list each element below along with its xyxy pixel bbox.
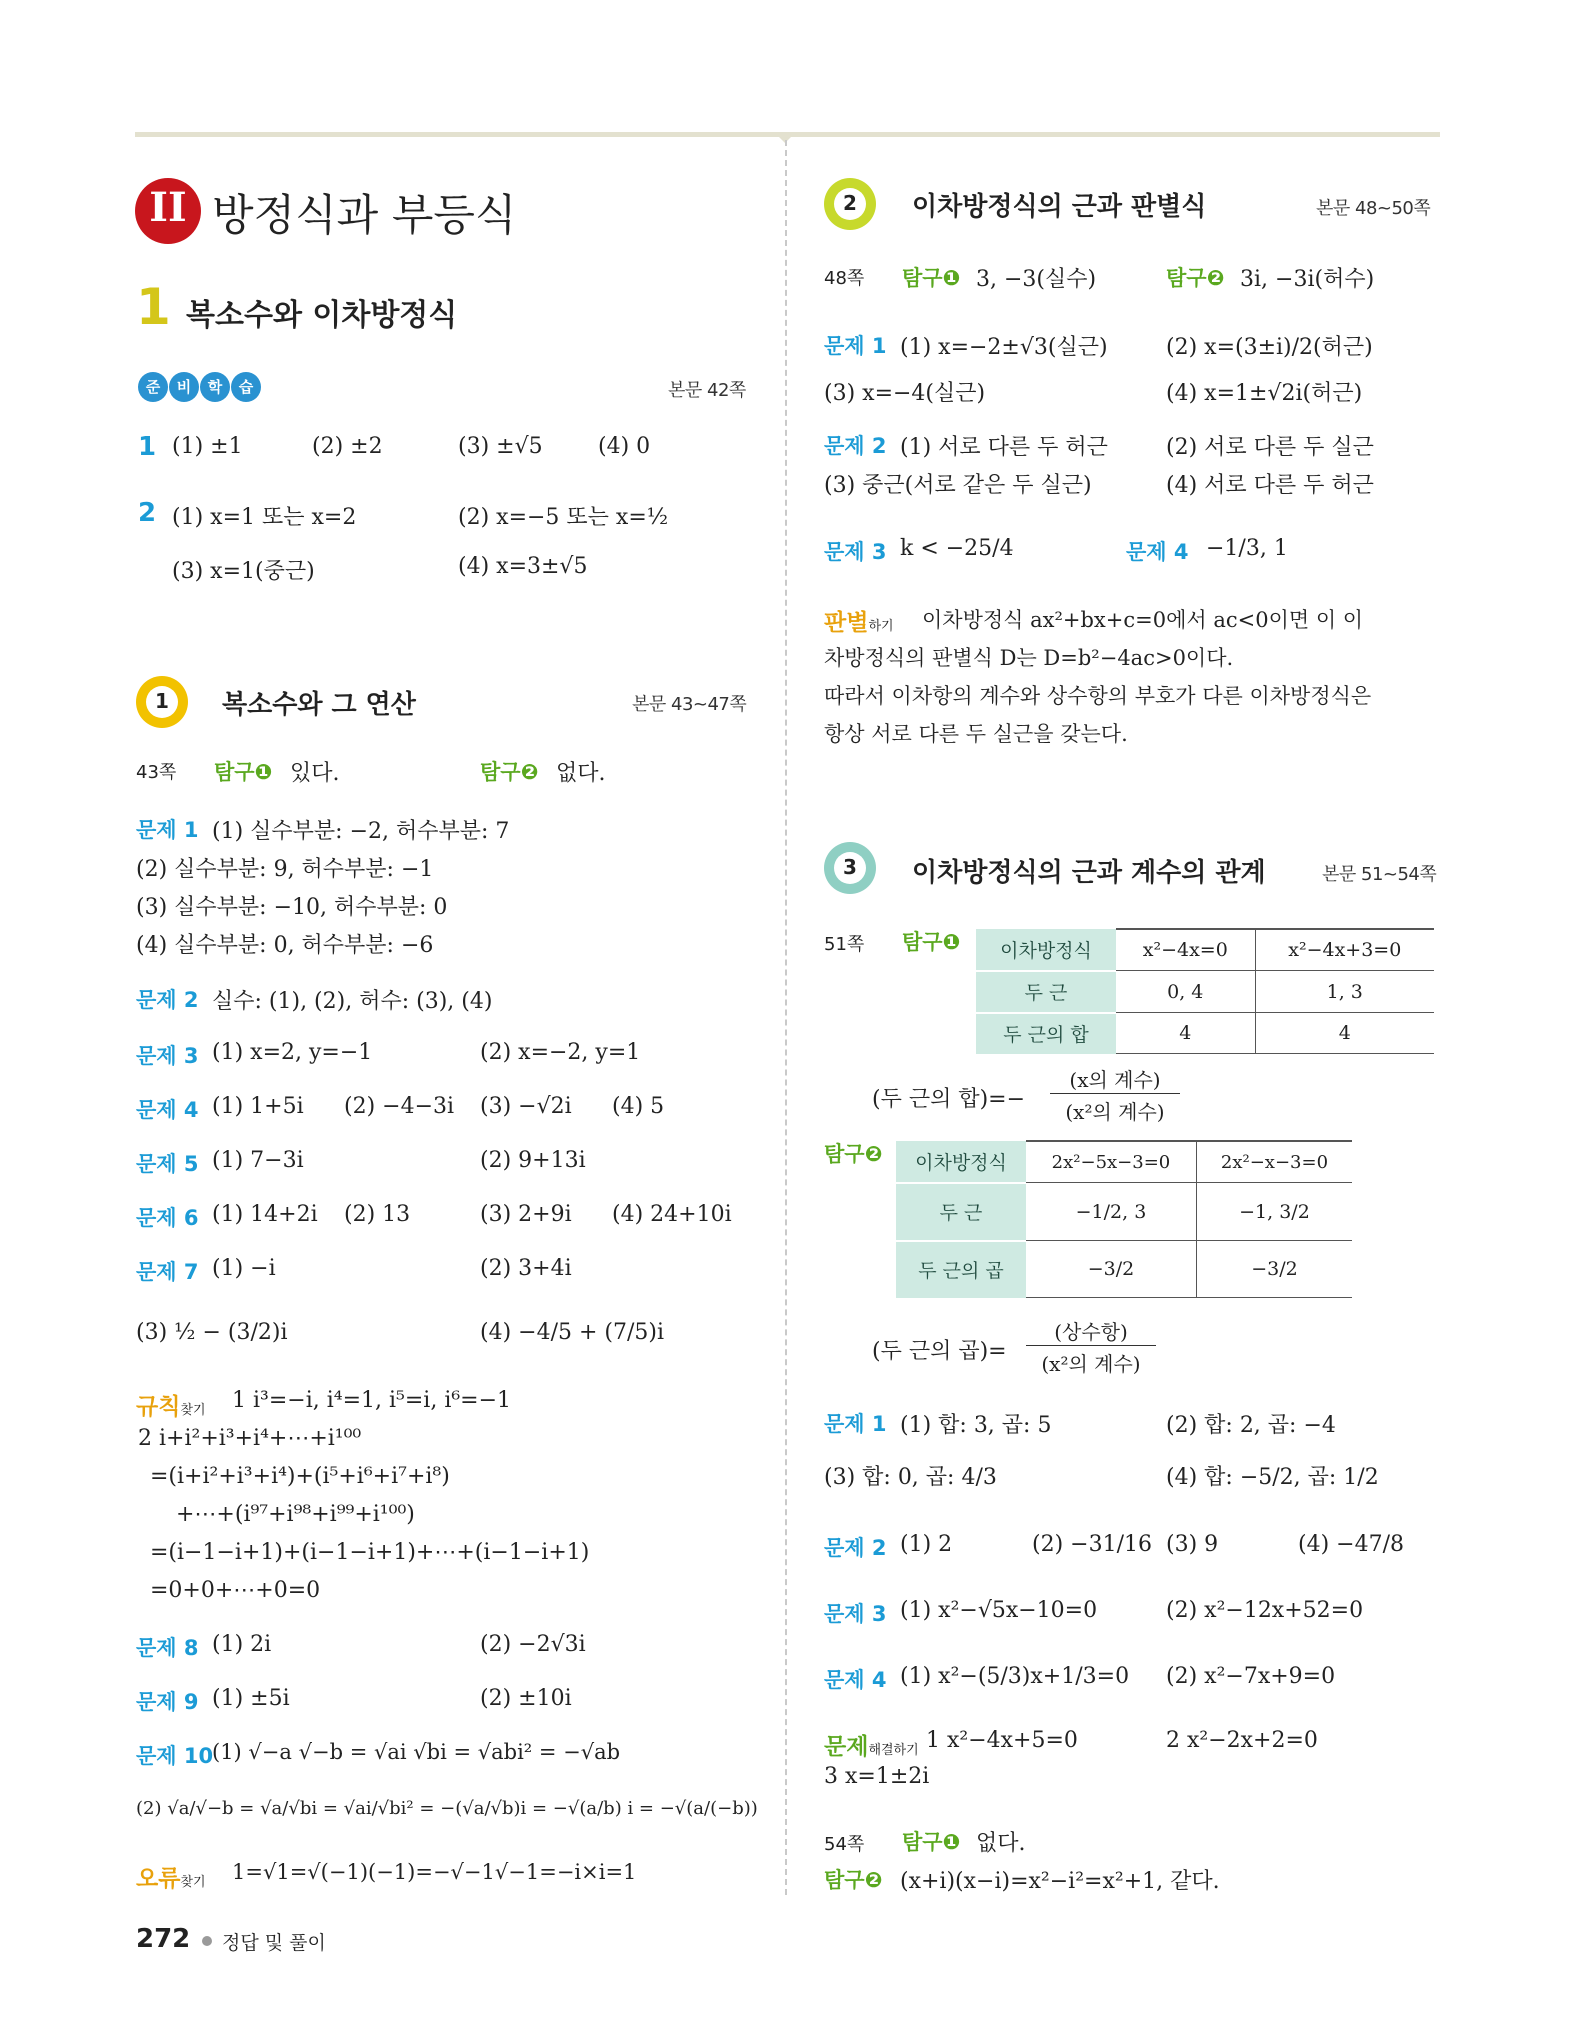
prep-badges xyxy=(138,372,261,402)
table-header-cell: 두 근 xyxy=(896,1183,1026,1241)
table-cell: 1, 3 xyxy=(1255,971,1434,1013)
table-cell: x²−4x+3=0 xyxy=(1255,929,1434,971)
top-rule-right xyxy=(790,132,1440,137)
sec1-rule-label-sub: 찾기 xyxy=(180,1403,206,1418)
sec1-p6-b: (2) 13 xyxy=(344,1202,411,1227)
sec1-p3-a: (1) x=2, y=−1 xyxy=(212,1040,373,1065)
sec2-judge-l3: 따라서 이차항의 계수와 상수항의 부호가 다른 이차방정식은 xyxy=(824,684,1372,708)
table-cell: −1/2, 3 xyxy=(1026,1183,1196,1241)
sec3-p4-label: 문제 4 xyxy=(824,1668,887,1692)
sec1-p3-b: (2) x=−2, y=1 xyxy=(480,1040,641,1065)
sec2-judge-label xyxy=(824,604,894,637)
sec3-solve-label-main: 문제 xyxy=(824,1734,869,1760)
sec2-p2-label: 문제 2 xyxy=(824,434,887,458)
sec2-p1-c: (3) x=−4(실근) xyxy=(824,381,986,406)
table-header-cell: 두 근 xyxy=(976,971,1116,1013)
sec1-p7-label: 문제 7 xyxy=(136,1260,199,1284)
table-row xyxy=(896,1183,1352,1241)
prod-formula-num: (상수항) xyxy=(1026,1316,1156,1346)
sec3-t4-value: (x+i)(x−i)=x²−i²=x²+1, 같다. xyxy=(900,1869,1220,1894)
table-header-cell: 두 근의 곱 xyxy=(896,1241,1026,1298)
sec1-p9-b: (2) ±10i xyxy=(480,1686,572,1711)
sec1-p6-d: (4) 24+10i xyxy=(612,1202,732,1227)
sec2-p1-label: 문제 1 xyxy=(824,334,887,358)
footer-dot xyxy=(202,1936,212,1946)
table-cell: 4 xyxy=(1116,1013,1255,1054)
sec3-solve-c: 3 x=1±2i xyxy=(824,1764,930,1789)
table-row xyxy=(976,1013,1434,1054)
sec1-p4-b: (2) −4−3i xyxy=(344,1094,455,1119)
sum-formula-num: (x의 계수) xyxy=(1050,1064,1180,1094)
sec1-p2-value: 실수: (1), (2), 허수: (3), (4) xyxy=(212,989,493,1014)
sec1-p2-label: 문제 2 xyxy=(136,988,199,1012)
sec3-t4-label: 탐구❷ xyxy=(824,1868,883,1892)
prep-badge: 준 xyxy=(138,372,168,402)
sec2-p2-b: (2) 서로 다른 두 실근 xyxy=(1166,435,1374,460)
top-rule-left xyxy=(135,132,780,137)
table-row xyxy=(896,1141,1352,1183)
sec1-p1-l4: (4) 실수부분: 0, 허수부분: −6 xyxy=(136,933,434,958)
sec3-p1-label: 문제 1 xyxy=(824,1412,887,1436)
sec1-t2-label: 탐구❷ xyxy=(480,760,539,784)
sec1-p4-c: (3) −√2i xyxy=(480,1094,572,1119)
sec1-p4-label: 문제 4 xyxy=(136,1098,199,1122)
sec1-rule-label-main: 규칙 xyxy=(136,1394,181,1420)
sec1-err-label-sub: 찾기 xyxy=(180,1875,206,1890)
prep-q1-a: (1) ±1 xyxy=(172,434,243,459)
table-cell: −3/2 xyxy=(1196,1241,1352,1298)
sec2-t1-label: 탐구❶ xyxy=(902,266,961,290)
sec1-rule-l3: =(i+i²+i³+i⁴)+(i⁵+i⁶+i⁷+i⁸) xyxy=(150,1464,450,1489)
sec3-t2-label: 탐구❷ xyxy=(824,1142,883,1166)
prep-q1-num: 1 xyxy=(138,432,157,462)
table-header-cell: 이차방정식 xyxy=(896,1141,1026,1183)
sec3-solve-label xyxy=(824,1728,919,1761)
sec3-p4-a: (1) x²−(5/3)x+1/3=0 xyxy=(900,1664,1130,1689)
sec3-p3-a: (1) x²−√5x−10=0 xyxy=(900,1598,1098,1623)
sec3-p3-b: (2) x²−12x+52=0 xyxy=(1166,1598,1364,1623)
sec2-p1-d: (4) x=1±√2i(허근) xyxy=(1166,381,1363,406)
sec1-p8-label: 문제 8 xyxy=(136,1636,199,1660)
unit-number: 1 xyxy=(136,278,171,336)
sec3-p1-b: (2) 합: 2, 곱: −4 xyxy=(1166,1413,1336,1438)
sec1-p1-l1: (1) 실수부분: −2, 허수부분: 7 xyxy=(212,819,510,844)
table-row xyxy=(976,929,1434,971)
sec2-ref: 본문 48~50쪽 xyxy=(1316,198,1431,219)
prep-q1-c: (3) ±√5 xyxy=(458,434,543,459)
sec1-p6-a: (1) 14+2i xyxy=(212,1202,318,1227)
sec2-p4-value: −1/3, 1 xyxy=(1206,536,1288,561)
sec3-p2-d: (4) −47/8 xyxy=(1298,1532,1404,1557)
sec2-title: 이차방정식의 근과 판별식 xyxy=(912,192,1207,222)
sec1-p10-label: 문제 10 xyxy=(136,1744,214,1768)
sec1-rule-l4: +⋯+(i⁹⁷+i⁹⁸+i⁹⁹+i¹⁰⁰) xyxy=(176,1502,415,1527)
sec1-p6-c: (3) 2+9i xyxy=(480,1202,572,1227)
sec2-p3-label: 문제 3 xyxy=(824,540,887,564)
sec3-p1-c: (3) 합: 0, 곱: 4/3 xyxy=(824,1465,997,1490)
sec3-t3-label: 탐구❶ xyxy=(902,1830,961,1854)
sec3-solve-a: 1 x²−4x+5=0 xyxy=(926,1728,1078,1753)
sec3-p4-b: (2) x²−7x+9=0 xyxy=(1166,1664,1336,1689)
sec3-title: 이차방정식의 근과 계수의 관계 xyxy=(912,858,1266,888)
table-header-cell: 이차방정식 xyxy=(976,929,1116,971)
sec1-t2-value: 없다. xyxy=(556,761,606,786)
sec3-p2-label: 문제 2 xyxy=(824,1536,887,1560)
prod-formula-den: (x²의 계수) xyxy=(1041,1352,1141,1376)
prep-q2-num: 2 xyxy=(138,498,157,528)
prep-q2-c: (3) x=1(중근) xyxy=(172,559,315,584)
sec2-judge-l2: 차방정식의 판별식 D는 D=b²−4ac>0이다. xyxy=(824,646,1234,670)
sec1-p1-l2: (2) 실수부분: 9, 허수부분: −1 xyxy=(136,857,434,882)
sec1-ref: 본문 43~47쪽 xyxy=(632,694,747,715)
prep-ref: 본문 42쪽 xyxy=(668,380,746,401)
sec1-rule-l6: =0+0+⋯+0=0 xyxy=(150,1578,321,1603)
sec2-t1-value: 3, −3(실수) xyxy=(976,267,1097,292)
table-cell: −3/2 xyxy=(1026,1241,1196,1298)
sec3-num: 3 xyxy=(843,855,857,879)
sec2-p2-d: (4) 서로 다른 두 허근 xyxy=(1166,473,1374,498)
sec2-p2-c: (3) 중근(서로 같은 두 실근) xyxy=(824,473,1092,498)
sec2-p2-a: (1) 서로 다른 두 허근 xyxy=(900,435,1108,460)
chapter-numeral: II xyxy=(149,184,187,231)
sec3-p2-c: (3) 9 xyxy=(1166,1532,1219,1557)
table-cell: 0, 4 xyxy=(1116,971,1255,1013)
prep-badge: 습 xyxy=(231,372,261,402)
sec1-rule-label xyxy=(136,1388,206,1421)
sec3-solve-b: 2 x²−2x+2=0 xyxy=(1166,1728,1318,1753)
sec1-p5-a: (1) 7−3i xyxy=(212,1148,304,1173)
sec1-p7-d: (4) −4/5 + (7/5)i xyxy=(480,1320,665,1345)
sec1-err-label xyxy=(136,1860,206,1893)
sec3-p2-a: (1) 2 xyxy=(900,1532,953,1557)
prep-q2-b: (2) x=−5 또는 x=½ xyxy=(458,505,669,530)
sec1-rule-l2: 2 i+i²+i³+i⁴+⋯+i¹⁰⁰ xyxy=(138,1426,362,1451)
sec2-judge-l1: 이차방정식 ax²+bx+c=0에서 ac<0이면 이 이 xyxy=(922,608,1364,632)
sec1-p7-a: (1) −i xyxy=(212,1256,276,1281)
sec1-p8-a: (1) 2i xyxy=(212,1632,272,1657)
sec3-ref: 본문 51~54쪽 xyxy=(1322,864,1437,885)
sec2-p1-b: (2) x=(3±i)/2(허근) xyxy=(1166,335,1373,360)
prod-formula-left: (두 근의 곱)= xyxy=(872,1339,1007,1364)
table-cell: 4 xyxy=(1255,1013,1434,1054)
sec1-err-value: 1=√1=√(−1)(−1)=−√−1√−1=−i×i=1 xyxy=(232,1860,637,1884)
table-row xyxy=(896,1241,1352,1298)
sec1-p9-a: (1) ±5i xyxy=(212,1686,290,1711)
sec3-p1-a: (1) 합: 3, 곱: 5 xyxy=(900,1413,1052,1438)
sec1-p1-label: 문제 1 xyxy=(136,818,199,842)
sec2-t2-value: 3i, −3i(허수) xyxy=(1240,267,1375,292)
table-cell: x²−4x=0 xyxy=(1116,929,1255,971)
sec1-p5-label: 문제 5 xyxy=(136,1152,199,1176)
sec2-t2-label: 탐구❷ xyxy=(1166,266,1225,290)
sec1-title: 복소수와 그 연산 xyxy=(222,690,416,720)
sec3-page: 51쪽 xyxy=(824,934,865,955)
sum-formula-den: (x²의 계수) xyxy=(1065,1100,1165,1124)
sec1-err-label-main: 오류 xyxy=(136,1866,181,1892)
table-row xyxy=(976,971,1434,1013)
prep-q2-d: (4) x=3±√5 xyxy=(458,554,588,579)
sec1-p10-b: (2) √a/√−b = √a/√bi = √ai/√bi² = −(√a/√b)i = −√(a/b) i = −√(a/(−b)) xyxy=(136,1798,758,1819)
sec1-p4-d: (4) 5 xyxy=(612,1094,665,1119)
sec3-p1-d: (4) 합: −5/2, 곱: 1/2 xyxy=(1166,1465,1379,1490)
sec3-table2 xyxy=(896,1140,1352,1298)
sec1-num: 1 xyxy=(155,689,169,713)
sec2-num: 2 xyxy=(843,191,857,215)
page-number: 272 xyxy=(136,1924,191,1954)
sec2-judge-label-main: 판별 xyxy=(824,610,869,636)
sec2-judge-l4: 항상 서로 다른 두 실근을 갖는다. xyxy=(824,722,1128,746)
sec1-p3-label: 문제 3 xyxy=(136,1044,199,1068)
unit-title: 복소수와 이차방정식 xyxy=(186,298,458,333)
sec1-p5-b: (2) 9+13i xyxy=(480,1148,586,1173)
table-cell: 2x²−5x−3=0 xyxy=(1026,1141,1196,1183)
sec1-p6-label: 문제 6 xyxy=(136,1206,199,1230)
sec1-p8-b: (2) −2√3i xyxy=(480,1632,586,1657)
sec3-p3-label: 문제 3 xyxy=(824,1602,887,1626)
table-cell: 2x²−x−3=0 xyxy=(1196,1141,1352,1183)
sec3-page54: 54쪽 xyxy=(824,1834,865,1855)
prep-q1-d: (4) 0 xyxy=(598,434,651,459)
sec1-p10-a: (1) √−a √−b = √ai √bi = √abi² = −√ab xyxy=(212,1740,621,1764)
sec1-p1-l3: (3) 실수부분: −10, 허수부분: 0 xyxy=(136,895,448,920)
footer-label: 정답 및 풀이 xyxy=(222,1932,326,1954)
sec1-page: 43쪽 xyxy=(136,762,177,783)
prep-badge: 비 xyxy=(169,372,199,402)
sec3-solve-label-sub: 해결하기 xyxy=(868,1743,919,1758)
sec3-t1-label: 탐구❶ xyxy=(902,930,961,954)
sec2-judge-label-sub: 하기 xyxy=(868,619,894,634)
sec1-p7-c: (3) ½ − (3/2)i xyxy=(136,1320,288,1345)
sec2-p4-label: 문제 4 xyxy=(1126,540,1189,564)
sec1-t1-value: 있다. xyxy=(290,761,340,786)
sec2-p1-a: (1) x=−2±√3(실근) xyxy=(900,335,1108,360)
sec2-page: 48쪽 xyxy=(824,268,865,289)
prep-q2-a: (1) x=1 또는 x=2 xyxy=(172,505,357,530)
chapter-title: 방정식과 부등식 xyxy=(212,191,517,241)
sec2-p3-value: k < −25/4 xyxy=(900,536,1014,561)
table-header-cell: 두 근의 합 xyxy=(976,1013,1116,1054)
sec1-p4-a: (1) 1+5i xyxy=(212,1094,304,1119)
sec3-t3-value: 없다. xyxy=(976,1831,1026,1856)
sec1-t1-label: 탐구❶ xyxy=(214,760,273,784)
sec1-p7-b: (2) 3+4i xyxy=(480,1256,572,1281)
sec1-rule-l1: 1 i³=−i, i⁴=1, i⁵=i, i⁶=−1 xyxy=(232,1388,512,1413)
sec3-table1 xyxy=(976,928,1434,1054)
table-cell: −1, 3/2 xyxy=(1196,1183,1352,1241)
prep-badge: 학 xyxy=(200,372,230,402)
column-divider xyxy=(785,140,787,1895)
prep-q1-b: (2) ±2 xyxy=(312,434,383,459)
sec1-rule-l5: =(i−1−i+1)+(i−1−i+1)+⋯+(i−1−i+1) xyxy=(150,1540,590,1565)
sum-formula-left: (두 근의 합)=− xyxy=(872,1087,1026,1112)
sec1-p9-label: 문제 9 xyxy=(136,1690,199,1714)
sec3-p2-b: (2) −31/16 xyxy=(1032,1532,1152,1557)
